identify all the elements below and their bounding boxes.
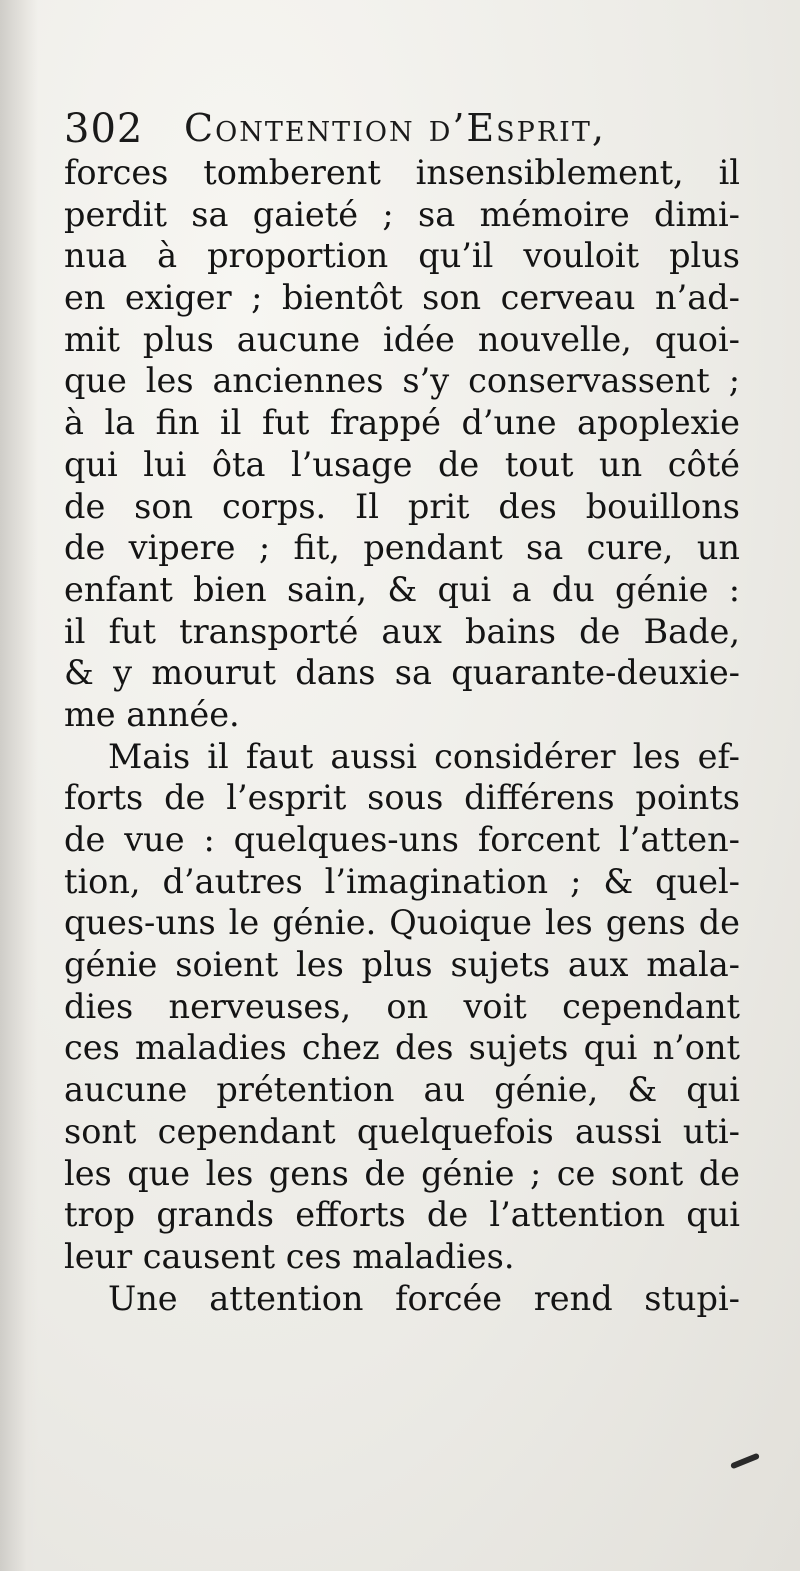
text-line: de son corps. Il prit des bouillons: [64, 486, 740, 526]
text-line: Une attention forcée rend stupi-: [108, 1278, 740, 1318]
text-line: il fut transporté aux bains de Bade,: [64, 611, 740, 651]
text-line: en exiger ; bientôt son cerveau n’ad-: [64, 278, 740, 318]
text-line: forts de l’esprit sous différens points: [64, 778, 740, 818]
text-line: les que les gens de génie ; ce sont de: [64, 1153, 740, 1193]
text-line: perdit sa gaieté ; sa mémoire dimi-: [64, 194, 740, 234]
text-line: forces tomberent insensiblement, il: [64, 153, 740, 192]
text-line: à la fin il fut frappé d’une apoplexie: [64, 403, 740, 443]
running-title: Contention d’Esprit,: [184, 106, 606, 150]
text-line: me année.: [64, 694, 240, 734]
text-line: qui lui ôta l’usage de tout un côté: [64, 444, 740, 484]
text-line: trop grands efforts de l’attention qui: [64, 1195, 740, 1235]
text-line: leur causent ces maladies.: [64, 1236, 515, 1276]
text-line: génie soient les plus sujets aux mala-: [64, 945, 740, 985]
text-line: que les anciennes s’y conservassent ;: [64, 361, 740, 401]
text-line: Mais il faut aussi considérer les ef-: [108, 736, 740, 776]
ink-mark: [730, 1453, 760, 1470]
text-line: & y mourut dans sa quarante-deuxie-: [64, 653, 740, 693]
body-text: [64, 152, 740, 1319]
text-line: de vue : quelques-uns forcent l’atten-: [64, 820, 740, 859]
text-line: dies nerveuses, on voit cependant: [64, 986, 740, 1026]
text-line: ques-uns le génie. Quoique les gens de: [64, 903, 740, 943]
text-line: enfant bien sain, & qui a du génie :: [64, 569, 740, 609]
page-number: 302: [64, 106, 144, 152]
text-line: sont cependant quelquefois aussi uti-: [64, 1111, 740, 1151]
text-line: ces maladies chez des sujets qui n’ont: [64, 1028, 740, 1068]
text-line: nua à proportion qu’il vouloit plus: [64, 236, 740, 276]
text-line: mit plus aucune idée nouvelle, quoi-: [64, 319, 740, 359]
page-header: [64, 98, 744, 158]
page-gutter-shadow: [0, 0, 38, 1571]
text-line: tion, d’autres l’imagination ; & quel-: [64, 861, 740, 901]
text-line: de vipere ; fit, pendant sa cure, un: [64, 528, 740, 568]
text-line: aucune prétention au génie, & qui: [64, 1070, 740, 1110]
